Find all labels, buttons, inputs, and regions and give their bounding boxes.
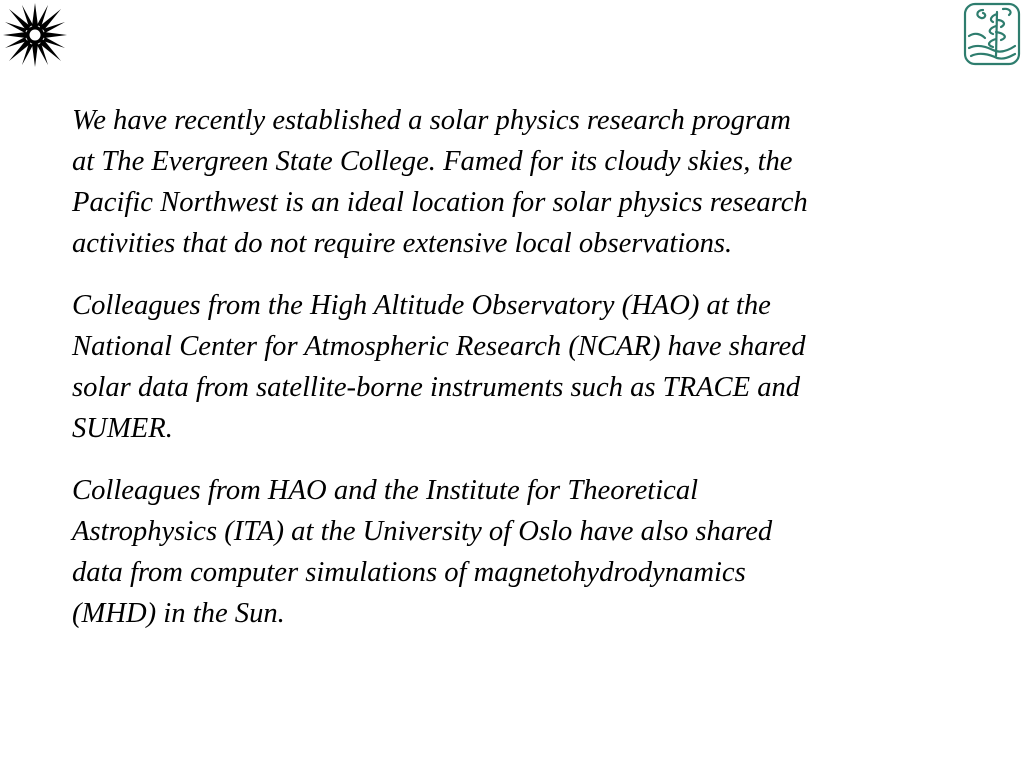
starburst-logo-icon (2, 2, 68, 68)
paragraph-ita-colleagues: Colleagues from HAO and the Institute for Theoretical Astrophysics (ITA) at the University of Oslo have also shared data from computer simulations of magnetohydrodynamics (MHD) in the Sun. (72, 475, 773, 629)
paragraph-hao-colleagues: Colleagues from the High Altitude Observatory (HAO) at the National Center for Atmospheric Research (NCAR) have shared solar data from satellite-borne instruments such as TRACE and SUMER. (72, 290, 806, 444)
evergreen-tree-logo-icon (963, 2, 1021, 66)
slide-body-text (72, 100, 962, 655)
paragraph-intro: We have recently established a solar physics research program at The Evergreen State College. Famed for its cloudy skies, the Pacific Northwest is an ideal location for solar physics research activities that do not require extensive local observations. (72, 105, 808, 259)
